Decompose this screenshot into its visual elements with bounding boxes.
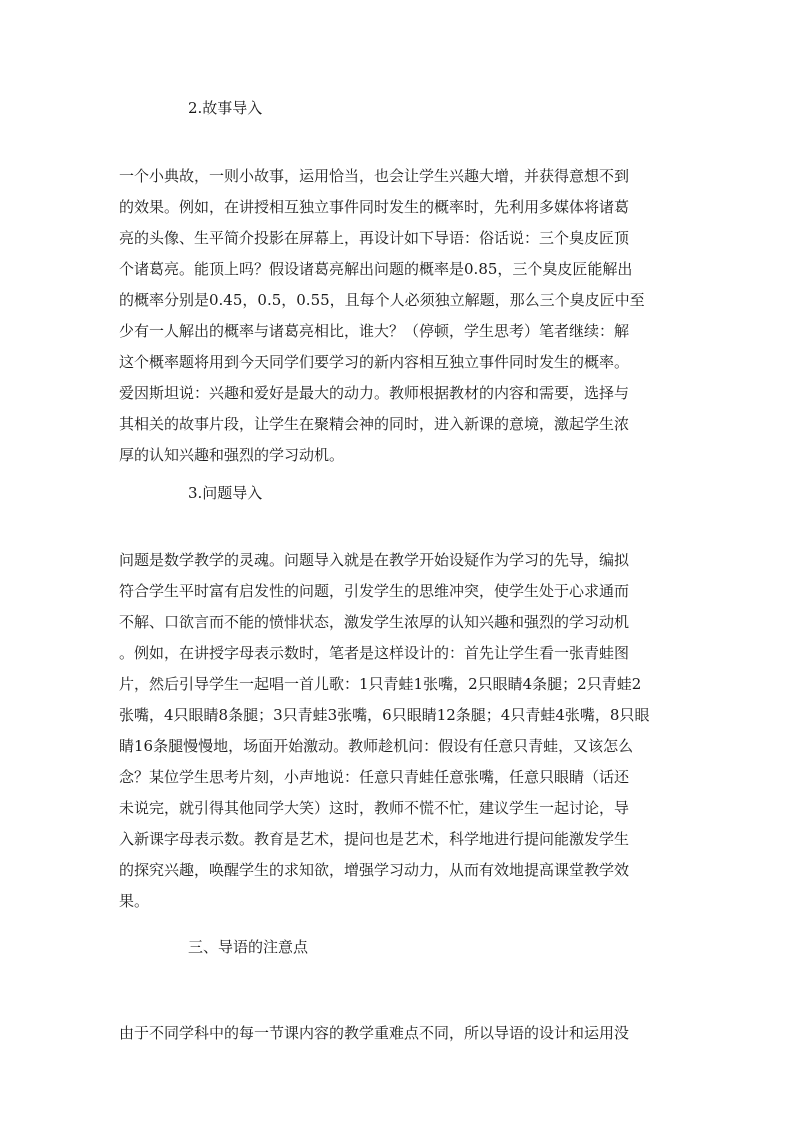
paragraph-line: 亮的头像、生平简介投影在屏幕上，再设计如下导语：俗话说：三个臭皮匠顶 [119,229,630,247]
paragraph-line: 其相关的故事片段，让学生在聚精会神的同时，进入新课的意境，激起学生浓 [119,415,630,433]
paragraph-line: 未说完，就引得其他同学大笑）这时，教师不慌不忙，建议学生一起讨论，导 [119,799,630,817]
section-heading-intro-notes: 三、导语的注意点 [188,938,309,956]
paragraph-line: 果。 [119,892,150,910]
paragraph-line: 的概率分别是0.45，0.5，0.55，且每个人必须独立解题，那么三个臭皮匠中至 [119,291,645,309]
paragraph-line: 符合学生平时富有启发性的问题，引发学生的思维冲突，使学生处于心求通而 [119,582,630,600]
paragraph-line: 片，然后引导学生一起唱一首儿歌：1只青蛙1张嘴，2只眼睛4条腿；2只青蛙2 [119,675,642,693]
paragraph-line: 爱因斯坦说：兴趣和爱好是最大的动力。教师根据教材的内容和需要，选择与 [119,384,630,402]
paragraph-line: 不解、口欲言而不能的愤悱状态，激发学生浓厚的认知兴趣和强烈的学习动机 [119,613,630,631]
paragraph-line: 个诸葛亮。能顶上吗？假设诸葛亮解出问题的概率是0.85，三个臭皮匠能解出 [119,260,633,278]
paragraph-line: 厚的认知兴趣和强烈的学习动机。 [119,446,345,464]
paragraph-line: 念？某位学生思考片刻，小声地说：任意只青蛙任意张嘴，任意只眼睛（话还 [119,768,630,786]
paragraph-line: 睛16条腿慢慢地，场面开始激动。教师趁机问：假设有任意只青蛙，又该怎么 [119,737,634,755]
paragraph-line: 。例如，在讲授字母表示数时，笔者是这样设计的：首先让学生看一张青蛙图 [119,644,630,662]
paragraph-line: 入新课字母表示数。教育是艺术，提问也是艺术，科学地进行提问能激发学生 [119,830,630,848]
section-heading-story-intro: 2.故事导入 [188,99,263,117]
paragraph-line: 问题是数学教学的灵魂。问题导入就是在教学开始设疑作为学习的先导，编拟 [119,551,630,569]
paragraph-line: 一个小典故，一则小故事，运用恰当，也会让学生兴趣大增，并获得意想不到 [119,167,630,185]
paragraph-line: 的效果。例如，在讲授相互独立事件同时发生的概率时，先利用多媒体将诸葛 [119,198,630,216]
paragraph-line: 少有一人解出的概率与诸葛亮相比，谁大？（停顿，学生思考）笔者继续：解 [119,322,630,340]
paragraph-line: 由于不同学科中的每一节课内容的教学重难点不同，所以导语的设计和运用没 [119,1024,630,1042]
paragraph-line: 的探究兴趣，唤醒学生的求知欲，增强学习动力，从而有效地提高课堂教学效 [119,861,630,879]
paragraph-line: 张嘴，4只眼睛8条腿；3只青蛙3张嘴，6只眼睛12条腿；4只青蛙4张嘴，8只眼 [119,706,650,724]
section-heading-question-intro: 3.问题导入 [188,484,263,502]
paragraph-line: 这个概率题将用到今天同学们要学习的新内容相互独立事件同时发生的概率。 [119,353,630,371]
